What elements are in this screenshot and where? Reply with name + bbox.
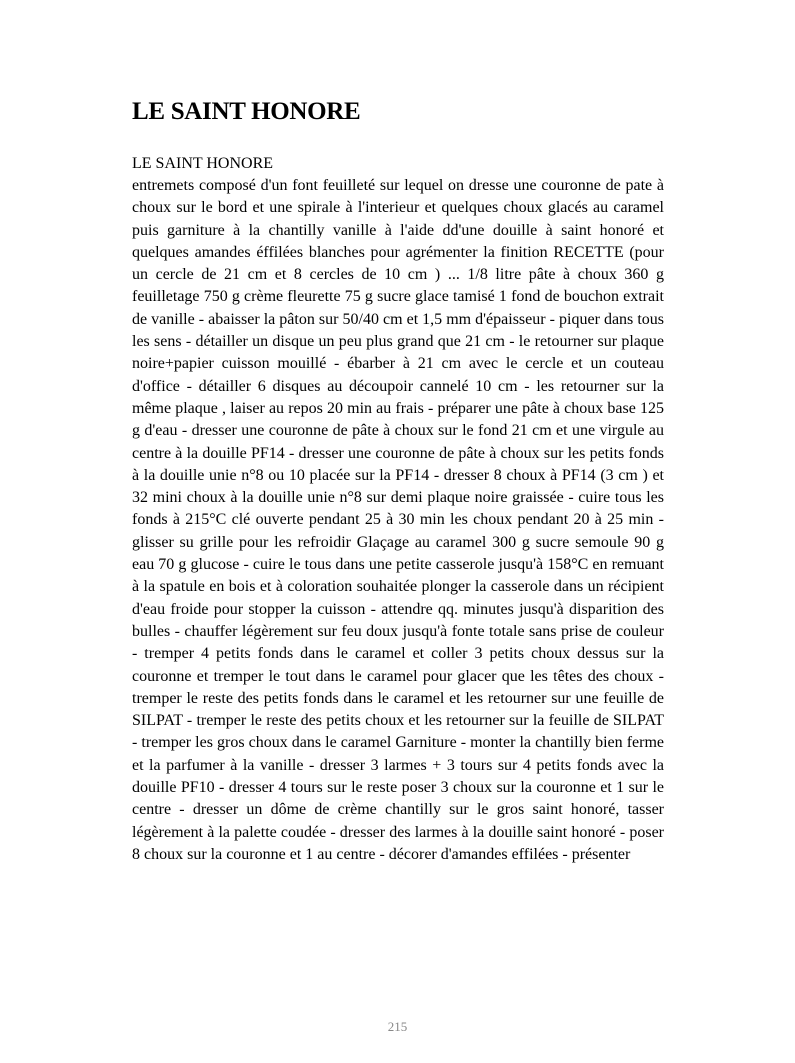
recipe-body-text: entremets composé d'un font feuilleté sur lequel on dresse une couronne de pate à choux sur le bord et une spirale à l'interieur et quelques choux glacés au caramel puis garniture à la chantilly vanille à l'aide dd'une douille à saint honoré et quelques amandes éffilées blanches pour agrémenter la finition RECETTE (pour un cercle de 21 cm et 8 cercles de 10 cm ) ... 1/8 litre pâte à choux 360 g feuilletage 750 g crème fleurette 75 g sucre glace tamisé 1 fond de bouchon extrait de vanille - abaisser la pâton sur 50/40 cm et 1,5 mm d'épaisseur - piquer dans tous les sens - détailler un disque un peu plus grand que 21 cm - le retourner sur plaque noire+papier cuisson mouillé - ébarber à 21 cm avec le cercle et un couteau d'office - détailler 6 disques au découpoir cannelé 10 cm - les retourner sur la même plaque , laiser au repos 20 min au frais - préparer une pâte à choux base 125 g d'eau - dresser une couronne de pâte à choux sur le fond 21 cm et une virgule au centre à la douille PF14 - dresser une couronne de pâte à choux sur les petits fonds à la douille unie n°8 ou 10 placée sur la PF14 - dresser 8 choux à PF14 (3 cm ) et 32 mini choux à la douille unie n°8 sur demi plaque noire graissée - cuire tous les fonds à 215°C clé ouverte pendant 25 à 30 min les choux pendant 20 à 25 min - glisser su grille pour les refroidir Glaçage au caramel 300 g sucre semoule 90 g eau 70 g glucose - cuire le tous dans une petite casserole jusqu'à 158°C en remuant à la spatule en bois et à coloration souhaitée plonger la casserole dans un récipient d'eau froide pour stopper la cuisson - attendre qq. minutes jusqu'à disparition des bulles - chauffer légèrement sur feu doux jusqu'à fonte totale sans prise de couleur - tremper 4 petits fonds dans le caramel et coller 3 petits choux dessus sur la couronne et tremper le tout dans le caramel pour glacer que les têtes des choux - tremper le reste des petits fonds dans le caramel et les retourner sur une feuille de SILPAT - tremper le reste des petits choux et les retourner sur la feuille de SILPAT - tremper les gros choux dans le caramel Garniture - monter la chantilly bien ferme et la parfumer à la vanille - dresser 3 larmes + 3 tours sur 4 petits fonds avec la douille PF10 - dresser 4 tours sur le reste poser 3 choux sur la couronne et 1 sur le centre - dresser un dôme de crème chantilly sur le gros saint honoré, tasser légèrement à la palette coudée - dresser des larmes à la douille saint honoré - poser 8 choux sur la couronne et 1 au centre - décorer d'amandes effilées - présenter [132, 177, 664, 863]
page-number: 215 [387, 1019, 408, 1034]
page-title: LE SAINT HONORE [132, 98, 361, 125]
recipe-subtitle: LE SAINT HONORE [132, 155, 274, 172]
